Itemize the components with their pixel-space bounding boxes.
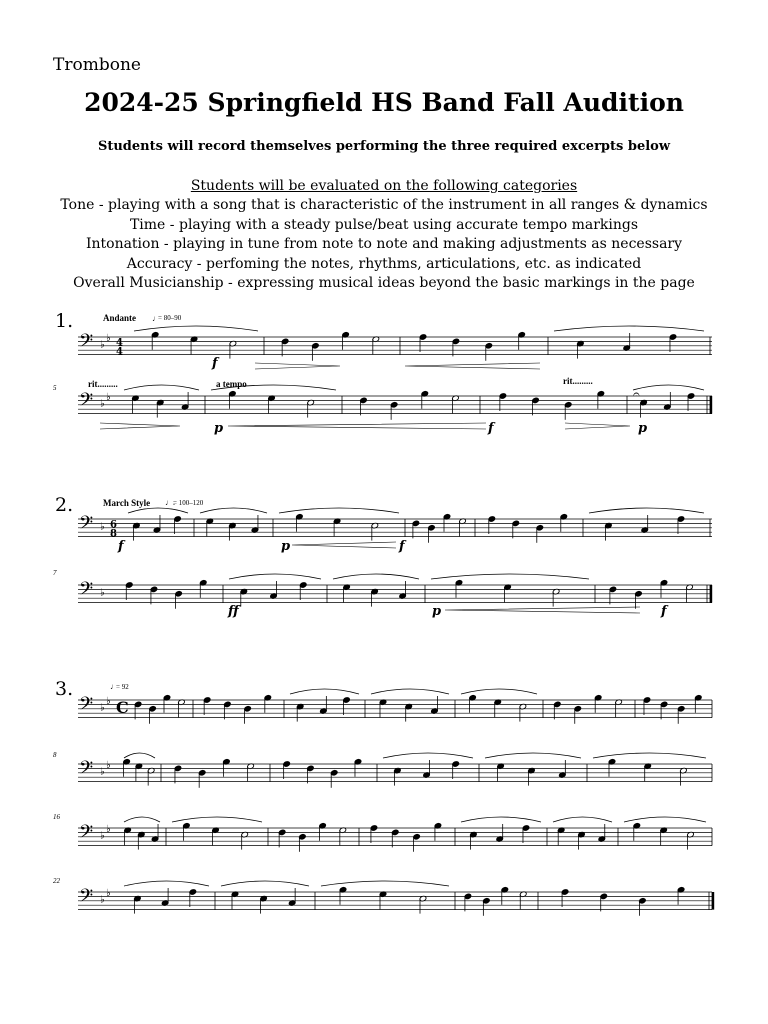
dynamic-marking: p (432, 604, 442, 619)
criteria-heading: Students will be evaluated on the following categories (190, 178, 578, 194)
dynamic-marking: f (212, 356, 218, 371)
bass-clef-icon: 𝄢 (79, 390, 94, 415)
bass-clef-icon: 𝄢 (79, 822, 94, 847)
slur (211, 385, 336, 390)
instrument-name: Trombone (53, 55, 141, 75)
bass-clef-icon: 𝄢 (79, 886, 94, 911)
excerpt-number: 2. (55, 494, 74, 516)
time-signature-bottom: 4 (116, 346, 123, 358)
final-barline (712, 892, 714, 910)
slur (485, 753, 581, 758)
common-time-icon: C (116, 698, 129, 717)
criteria-item: Tone - playing with a song that is characteristic of the instrument in all ranges & dynamics (60, 197, 708, 213)
slur (221, 881, 309, 886)
tempo-marking: Andante (103, 313, 137, 323)
quarter-note-icon: ♩ (110, 682, 118, 691)
measure-number: 8 (53, 751, 57, 759)
slur (290, 689, 359, 694)
criteria-item: Time - playing with a steady pulse/beat using accurate tempo markings (129, 216, 639, 233)
flat-icon: ♭ (100, 830, 105, 842)
final-barline (710, 396, 712, 414)
excerpt-number: 3. (55, 678, 74, 700)
slur (593, 753, 706, 758)
dynamic-marking: p (638, 421, 648, 436)
hairpin (255, 363, 340, 369)
flat-icon: ♭ (100, 702, 105, 714)
dynamic-marking: f (488, 421, 494, 436)
flat-icon: ♭ (100, 398, 105, 410)
slur (124, 753, 155, 758)
bass-clef-icon: 𝄢 (79, 331, 94, 356)
flat-icon: ♭ (100, 339, 105, 351)
flat-icon: ♭ (100, 521, 105, 533)
slur (553, 817, 612, 822)
bass-clef-icon: 𝄢 (79, 694, 94, 719)
slur (431, 574, 589, 579)
hairpin (445, 607, 640, 613)
measure-number: 16 (53, 813, 60, 821)
page-subtitle: Students will record themselves performing the three required excerpts below (97, 139, 671, 154)
hairpin (292, 542, 396, 548)
slur (200, 508, 267, 513)
page-title: 2024-25 Springfield HS Band Fall Audition (84, 88, 684, 117)
flat-icon: ♭ (106, 760, 111, 771)
metronome-marking: = 100–120 (173, 499, 204, 507)
slur (321, 881, 449, 886)
time-signature-top: 4 (116, 337, 123, 349)
metronome-marking: = 80–90 (158, 314, 182, 322)
criteria-item: Intonation - playing in tune from note to note and making adjustments as necessary (85, 236, 683, 252)
criteria-item: Accuracy - perfoming the notes, rhythms, articulations, etc. as indicated (126, 255, 642, 272)
flat-icon: ♭ (100, 587, 105, 599)
hairpin (565, 423, 630, 429)
hairpin (100, 423, 180, 429)
flat-icon: ♭ (100, 766, 105, 778)
tempo-marking: March Style (103, 498, 151, 508)
slur (589, 508, 704, 513)
slur (461, 817, 541, 822)
bass-clef-icon: 𝄢 (79, 579, 94, 604)
slur (624, 817, 706, 822)
measure-number: 22 (53, 877, 60, 885)
hairpin (405, 363, 540, 369)
quarter-note-icon: ♩ (152, 314, 160, 323)
measure-number: 7 (53, 569, 57, 577)
slur (172, 817, 262, 822)
slur (461, 689, 537, 694)
dynamic-marking: p (214, 421, 224, 436)
dynamic-marking: f (118, 539, 124, 554)
flat-icon: ♭ (106, 392, 111, 403)
slur (554, 326, 704, 331)
slur (128, 508, 188, 513)
slur (383, 753, 473, 758)
slur (134, 326, 258, 331)
bass-clef-icon: 𝄢 (79, 513, 94, 538)
a-tempo-marking: a tempo (216, 379, 247, 389)
flat-icon: ♭ (106, 333, 111, 344)
metronome-marking: = 92 (116, 683, 129, 691)
dynamic-marking: p (281, 539, 291, 554)
measure-number: 5 (53, 384, 57, 392)
flat-icon: ♭ (106, 888, 111, 899)
rit-marking: rit......... (88, 379, 118, 389)
dynamic-marking: f (399, 539, 405, 554)
final-barline (710, 585, 712, 603)
flat-icon: ♭ (106, 824, 111, 835)
slur (333, 574, 419, 579)
flat-icon: ♭ (100, 894, 105, 906)
slur (124, 881, 209, 886)
slur (229, 574, 321, 579)
fermata-icon: 𝄐 (633, 387, 640, 401)
time-signature-bottom: 8 (110, 528, 117, 540)
excerpt-number: 1. (55, 310, 74, 332)
slur (124, 385, 199, 390)
flat-icon: ♭ (106, 696, 111, 707)
hairpin (228, 423, 486, 429)
rit-marking: rit......... (563, 376, 593, 386)
slur (633, 385, 704, 390)
time-signature-top: 6 (110, 519, 117, 531)
dotted-quarter-note-icon: ♩. (165, 498, 175, 507)
slur (279, 508, 399, 513)
dynamic-marking: f (661, 604, 667, 619)
bass-clef-icon: 𝄢 (79, 758, 94, 783)
criteria-item: Overall Musicianship - expressing musical ideas beyond the basic markings in the page (73, 275, 695, 291)
slur (371, 689, 449, 694)
slur (124, 817, 160, 822)
dynamic-marking: ff (228, 604, 239, 619)
